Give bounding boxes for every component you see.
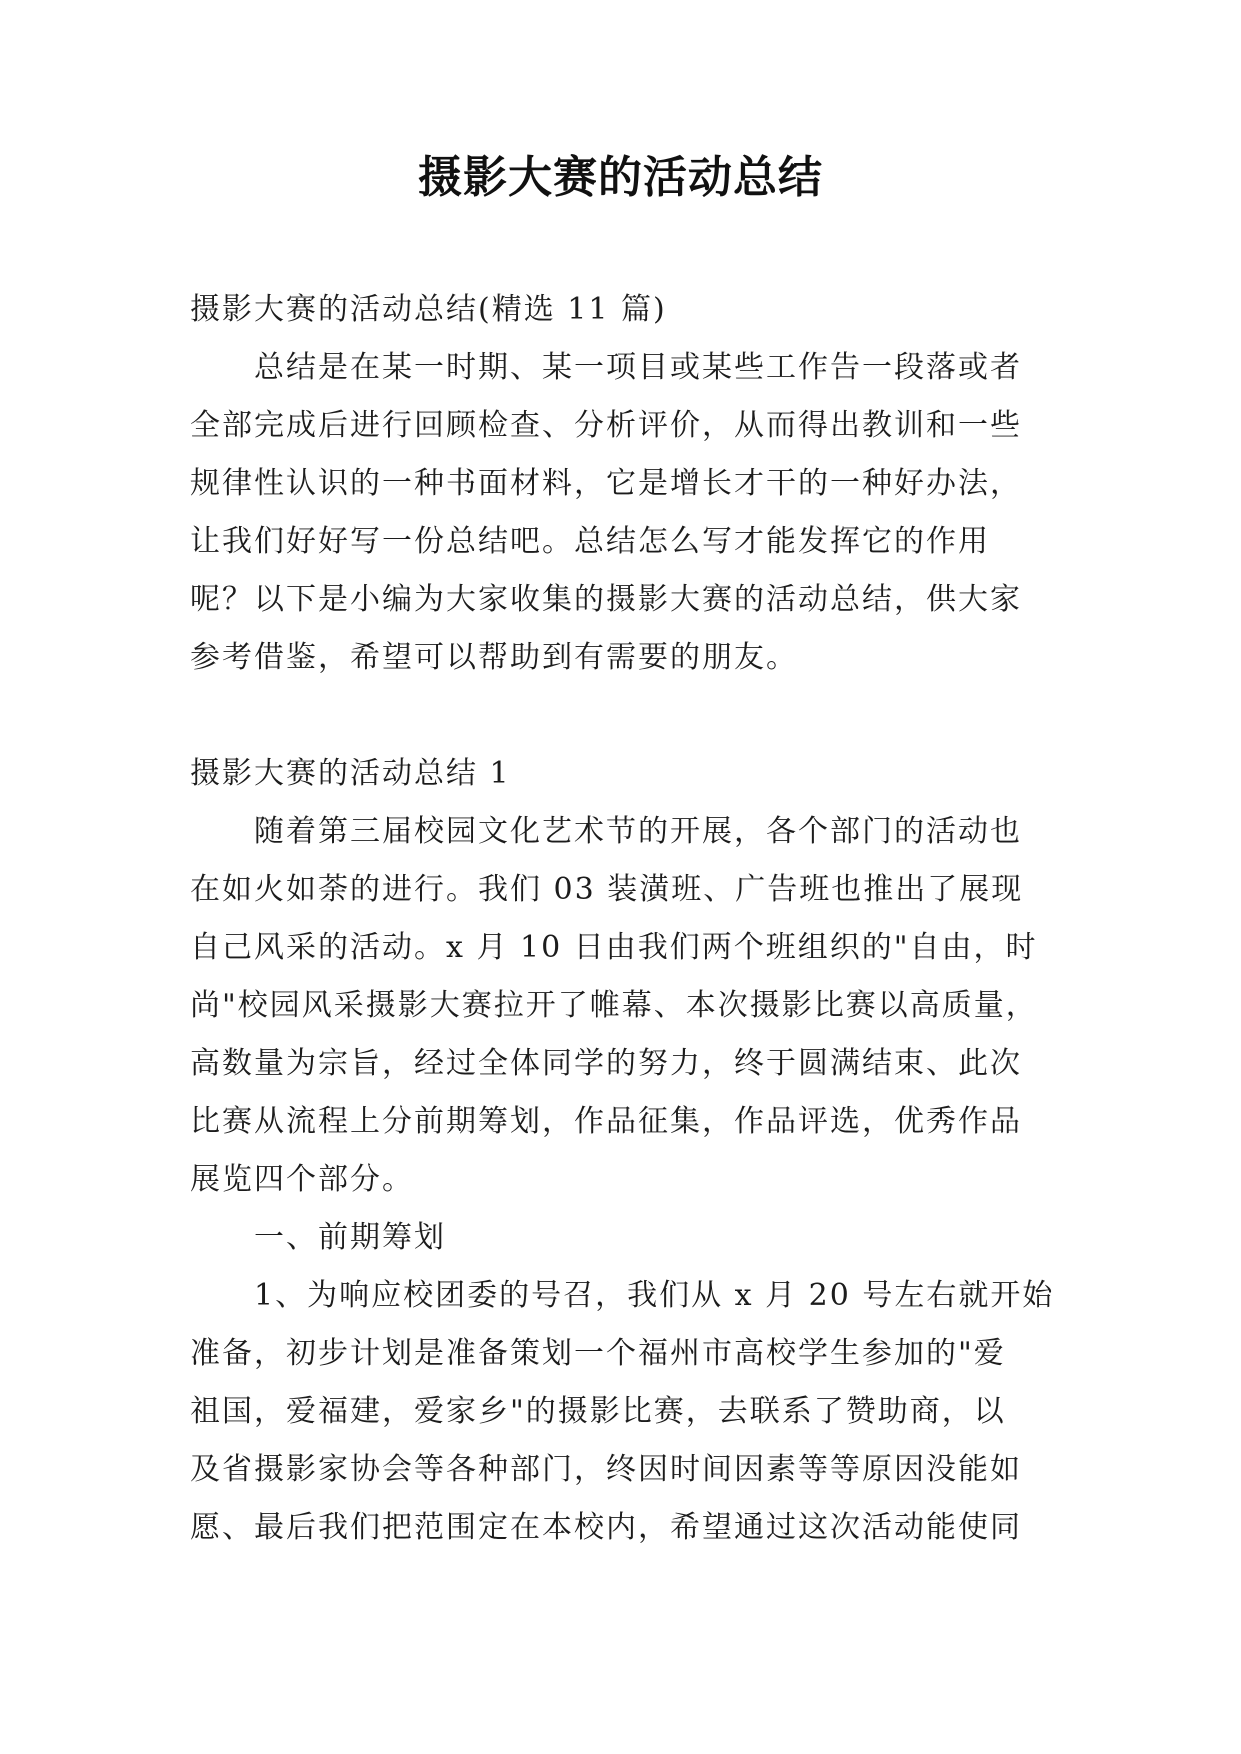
paragraph-line: 参考借鉴，希望可以帮助到有需要的朋友。	[190, 640, 798, 675]
paragraph-line: 1、为响应校团委的号召，我们从 x 月 20 号左右就开始	[254, 1278, 1055, 1313]
paragraph-line: 让我们好好写一份总结吧。总结怎么写才能发挥它的作用	[190, 524, 990, 559]
section-paragraph	[190, 803, 1050, 1209]
paragraph-line: 准备，初步计划是准备策划一个福州市高校学生参加的"爱	[190, 1336, 1006, 1371]
section-heading: 摄影大赛的活动总结 1	[190, 756, 511, 791]
paragraph-line: 规律性认识的一种书面材料，它是增长才干的一种好办法，	[190, 466, 1022, 501]
paragraph-line: 随着第三届校园文化艺术节的开展，各个部门的活动也	[254, 814, 1022, 849]
paragraph-line: 比赛从流程上分前期筹划，作品征集，作品评选，优秀作品	[190, 1104, 1022, 1139]
paragraph-line: 总结是在某一时期、某一项目或某些工作告一段落或者	[254, 350, 1022, 385]
paragraph-line: 尚"校园风采摄影大赛拉开了帷幕、本次摄影比赛以高质量，	[190, 988, 1038, 1023]
intro-paragraph	[190, 339, 1050, 687]
paragraph-line: 展览四个部分。	[190, 1162, 414, 1197]
paragraph-line: 全部完成后进行回顾检查、分析评价，从而得出教训和一些	[190, 408, 1022, 443]
paragraph-line: 及省摄影家协会等各种部门，终因时间因素等等原因没能如	[190, 1452, 1022, 1487]
paragraph-line: 自己风采的活动。x 月 10 日由我们两个班组织的"自由，时	[190, 930, 1038, 965]
paragraph-line: 愿、最后我们把范围定在本校内，希望通过这次活动能使同	[190, 1510, 1022, 1545]
list-item-paragraph	[190, 1267, 1055, 1557]
document-title: 摄影大赛的活动总结	[418, 152, 823, 203]
document-subtitle: 摄影大赛的活动总结(精选 11 篇)	[190, 292, 667, 327]
paragraph-line: 高数量为宗旨，经过全体同学的努力，终于圆满结束、此次	[190, 1046, 1022, 1081]
subsection-heading: 一、前期筹划	[254, 1220, 446, 1255]
paragraph-line: 呢？以下是小编为大家收集的摄影大赛的活动总结，供大家	[190, 582, 1022, 617]
paragraph-spacer	[190, 687, 1050, 745]
paragraph-line: 祖国，爱福建，爱家乡"的摄影比赛，去联系了赞助商，以	[190, 1394, 1006, 1429]
document-body	[190, 281, 1055, 1557]
paragraph-line: 在如火如荼的进行。我们 03 装潢班、广告班也推出了展现	[190, 872, 1024, 907]
